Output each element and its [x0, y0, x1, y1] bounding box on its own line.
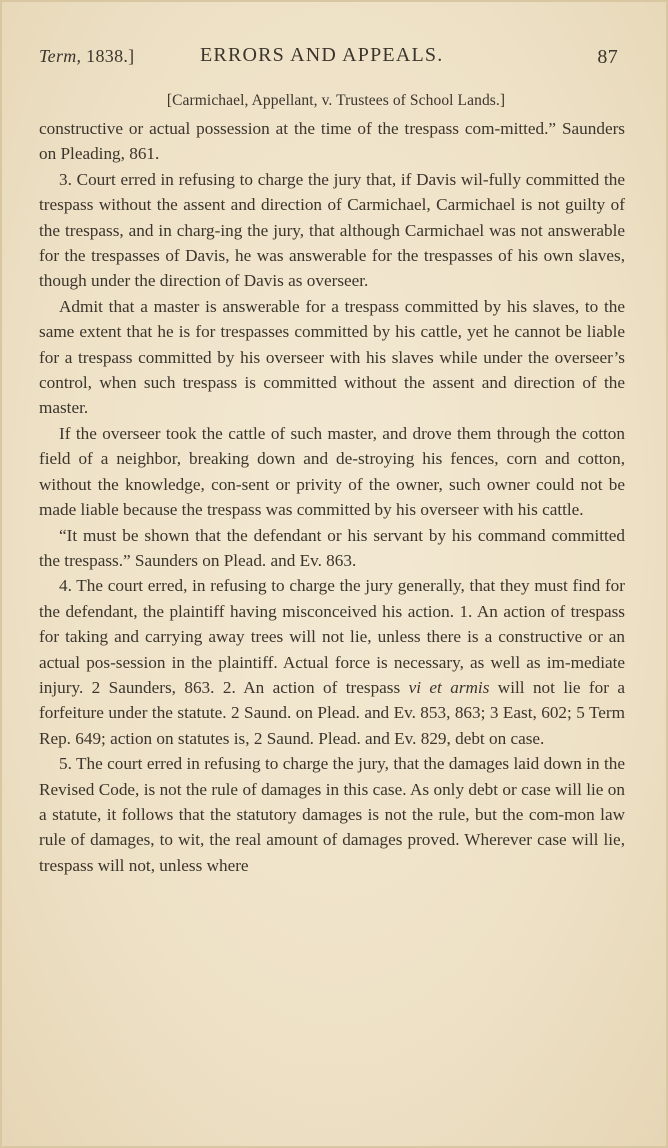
running-head-term-word: Term,	[39, 46, 82, 66]
latin-phrase: vi et armis	[408, 677, 490, 697]
case-caption: [Carmichael, Appellant, v. Trustees of School Lands.]	[166, 92, 506, 109]
paragraph-error-4	[39, 573, 625, 751]
paragraph-error-5: 5. The court erred in refusing to charge the jury, that the damages laid down in the Revised Code, is not the rule of damages in this case. As only debt or case will lie on a statute, it follows that the statutory damages is not the rule, but the com-mon law rule of damages, to wit, the real amount of damages proved. Wherever case will lie, trespass will not, unless where	[39, 754, 625, 875]
paragraph-error-4-part-1: 4. The court erred, in refusing to charge the jury generally, that they must find for the defendant, the plaintiff having misconceived his action. 1. An action of trespass for taking and carrying away trees will not lie, unless there is a constructive or an actual pos-session in the plaintiff. Actual force is necessary, as well as im-mediate injury. 2 Saunders, 863. 2. An action of trespass	[39, 576, 625, 697]
paragraph-quotation: “It must be shown that the defendant or his servant by his command committed the trespass.” Saunders on Plead. and Ev. 863.	[39, 525, 625, 570]
running-head-title: ERRORS AND APPEALS.	[200, 44, 444, 66]
running-head	[39, 44, 618, 72]
paragraph-error-4-part-2: will not lie for a forfeiture under the statute. 2 Saund. on Plead. and Ev. 853, 863; 3 East, 602; 5 Term Rep. 649; action on statutes is, 2 Saund. Plead. and Ev. 829, debt on case.	[39, 677, 625, 748]
paragraph-error-3: 3. Court erred in refusing to charge the jury that, if Davis wil-fully committed the trespass without the assent and direction of Carmichael, Carmichael is not guilty of the trespass, and in charg-ing the jury, that although Carmichael was not answerable for the trespasses of Davis, he was answerable for the trespasses of his own slaves, though under the direction of Davis as overseer.	[39, 169, 625, 291]
paragraph-continuation: constructive or actual possession at the time of the trespass com-mitted.” Saunders on Pleading, 861.	[39, 119, 625, 164]
running-head-term	[39, 46, 134, 67]
body-text	[39, 116, 625, 878]
paragraph-master-liability: Admit that a master is answerable for a trespass committed by his slaves, to the same extent that he is for trespasses committed by his cattle, yet he cannot be liable for a trespass committed by his overseer with his slaves while under the overseer’s control, when such trespass is committed without the assent and direction of the master.	[39, 296, 625, 418]
running-head-year: 1838.]	[86, 46, 135, 66]
page-number: 87	[597, 46, 618, 68]
paragraph-overseer-cattle: If the overseer took the cattle of such master, and drove them through the cotton field of a neighbor, breaking down and de-stroying his fences, corn and cotton, without the knowledge, con-sent or privity of the owner, such owner could not be made liable because the trespass was committed by his overseer with his cattle.	[39, 423, 625, 520]
